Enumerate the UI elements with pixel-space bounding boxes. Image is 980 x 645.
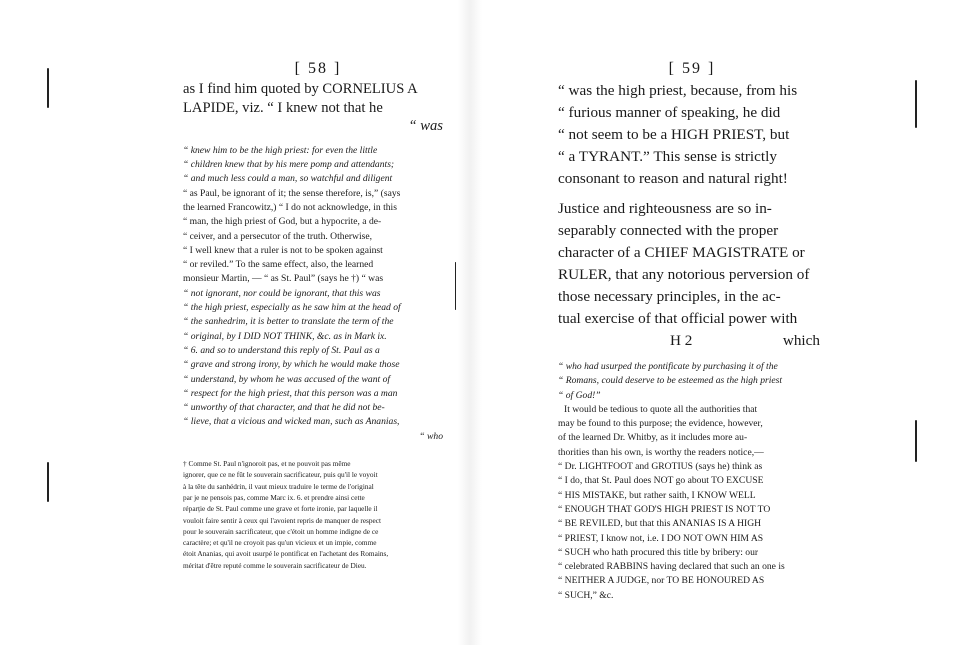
left-note-line: “ man, the high priest of God, but a hypocrite, a de- — [183, 216, 382, 228]
left-note-line: “ unworthy of that character, and that he did not be- — [183, 402, 385, 414]
right-paragraph-line: character of a CHIEF MAGISTRATE or — [558, 244, 805, 261]
left-note-line: “ knew him to be the high priest: for even the little — [183, 144, 378, 156]
right-note-line: “ Dr. LIGHTFOOT and GROTIUS (says he) think as — [558, 461, 763, 473]
left-note-line: “ original, by I DID NOT THINK, &c. as in Mark ix. — [183, 330, 387, 342]
right-intro-line: “ a TYRANT.” This sense is strictly — [558, 148, 777, 165]
right-note-line: thorities than his own, is worthy the readers notice,— — [558, 446, 764, 458]
right-note-line: may be found to this purpose; the evidence, however, — [558, 418, 763, 430]
left-note-line: “ as Paul, be ignorant of it; the sense therefore, is,” (says — [183, 187, 401, 199]
left-intro-catchword: “ was — [408, 118, 443, 135]
right-page — [558, 60, 826, 603]
book-gutter — [458, 0, 482, 645]
center-edge-mark — [455, 262, 456, 310]
right-note-line: “ PRIEST, I know not, i.e. I DO NOT OWN HIM AS — [558, 532, 764, 544]
footnote-line: étoit Ananias, qui avoit usurpé le pontificat en l'achetant des Romains, — [183, 549, 389, 559]
left-note-line: monsieur Martin, — “ as St. Paul” (says he †) “ was — [183, 273, 384, 285]
right-note-line: of the learned Dr. Whitby, as it includes more au- — [558, 432, 748, 444]
left-page-number: [ 58 ] — [294, 60, 342, 77]
left-note-line: “ I well knew that a ruler is not to be spoken against — [183, 244, 383, 256]
footnote-line: † Comme St. Paul n'ignoroit pas, et ne pouvoit pas même — [183, 459, 351, 469]
left-note-line: “ the high priest, especially as he saw him at the head of — [183, 302, 401, 314]
left-note-line: “ ceiver, and a persecutor of the truth. Otherwise, — [183, 230, 373, 242]
left-edge-mark-lower — [47, 462, 49, 502]
left-intro-line: LAPIDE, viz. “ I knew not that he — [183, 99, 383, 116]
right-note-line: “ HIS MISTAKE, but rather saith, I KNOW WELL — [558, 489, 756, 501]
footnote-line: ignorer, que ce ne fût le souverain sacrificateur, puis qu'il le voyoit — [183, 470, 378, 480]
left-footnote — [183, 458, 453, 571]
right-note-line: “ who had usurped the pontificate by purchasing it of the — [558, 361, 778, 372]
right-note-line: “ NEITHER A JUDGE, nor TO BE HONOURED AS — [558, 575, 765, 587]
footnote-line: caractère; et qu'il ne croyoit pas qu'un vicieux et un impie, comme — [183, 538, 377, 548]
right-intro-line: “ was the high priest, because, from his — [558, 82, 798, 99]
right-paragraph-line: RULER, that any notorious perversion of — [558, 266, 810, 283]
right-note-line: “ ENOUGH THAT GOD'S HIGH PRIEST IS NOT TO — [558, 503, 771, 515]
right-intro — [558, 80, 826, 190]
right-note-line: It would be tedious to quote all the authorities that — [564, 403, 758, 415]
right-edge-mark-lower — [915, 420, 917, 462]
right-edge-mark — [915, 80, 917, 128]
right-note-line: “ SUCH who hath procured this title by bribery: our — [558, 546, 759, 558]
left-note-line: “ understand, by whom he was accused of the want of — [183, 373, 391, 385]
right-page-number: [ 59 ] — [668, 60, 716, 77]
right-catchword: which — [782, 332, 820, 349]
left-intro — [183, 80, 453, 136]
left-note-line: “ and much less could a man, so watchful and diligent — [183, 173, 393, 185]
right-note-line: “ BE REVILED, but that this ANANIAS IS A HIGH — [558, 518, 762, 530]
left-note-line: “ or reviled.” To the same effect, also, the learned — [183, 259, 374, 271]
left-note-line: the learned Francowitz,) “ I do not acknowledge, in this — [183, 201, 397, 213]
footnote-line: réparție de St. Paul comme une grave et forte ironie, par laquelle il — [183, 504, 378, 514]
right-paragraph — [558, 198, 826, 352]
footnote-line: par je ne pensois pas, comme Marc ix. 6. et prendre ainsi cette — [183, 492, 365, 502]
right-note-line: “ I do, that St. Paul does NOT go about TO EXCUSE — [558, 475, 764, 487]
signature-mark: H 2 — [670, 332, 693, 349]
left-note-line: “ 6. and so to understand this reply of St. Paul as a — [183, 344, 380, 356]
left-note-line: “ the sanhedrim, it is better to translate the term of the — [183, 316, 394, 328]
left-note-line: “ respect for the high priest, that this person was a man — [183, 387, 398, 399]
right-paragraph-line: Justice and righteousness are so in- — [558, 200, 772, 217]
left-note-block — [183, 144, 453, 444]
right-paragraph-line: those necessary principles, in the ac- — [558, 288, 781, 305]
right-note-line: “ Romans, could deserve to be esteemed as the high priest — [558, 375, 783, 387]
right-note-line: “ of God!” — [558, 389, 601, 401]
left-note-line: “ grave and strong irony, by which he would make those — [183, 359, 400, 371]
left-note-catchword: “ who — [419, 430, 443, 442]
left-note-line: “ lieve, that a vicious and wicked man, such as Ananias, — [183, 416, 400, 428]
footnote-line: à la tête du sanhédrin, il vaut mieux traduire le terme de l'original — [183, 481, 374, 491]
left-note-line: “ not ignorant, nor could be ignorant, that this was — [183, 287, 381, 299]
footnote-line: méritat d'être reputé comme le souverain sacrificateur de Dieu. — [183, 560, 367, 570]
left-page — [183, 60, 453, 571]
right-paragraph-line: separably connected with the proper — [558, 222, 779, 239]
right-note-block — [558, 360, 826, 603]
right-intro-line: “ furious manner of speaking, he did — [558, 104, 781, 121]
footnote-line: vouloit faire sentir à ceux qui l'avoient repris de manquer de respect — [183, 515, 382, 525]
right-note-line: “ celebrated RABBINS having declared that such an one is — [558, 561, 785, 573]
right-intro-line: “ not seem to be a HIGH PRIEST, but — [558, 126, 790, 143]
signature-line — [558, 330, 826, 352]
left-intro-line: as I find him quoted by CORNELIUS A — [183, 81, 418, 97]
right-paragraph-line: tual exercise of that official power with — [558, 310, 798, 327]
left-note-line: “ children knew that by his mere pomp and attendants; — [183, 159, 395, 171]
left-edge-mark — [47, 68, 49, 108]
right-intro-line: consonant to reason and natural right! — [558, 170, 788, 187]
right-note-line: “ SUCH,” &c. — [558, 589, 614, 601]
footnote-line: pour le souverain sacrificateur, que c'étoit un homme indigne de ce — [183, 526, 379, 536]
